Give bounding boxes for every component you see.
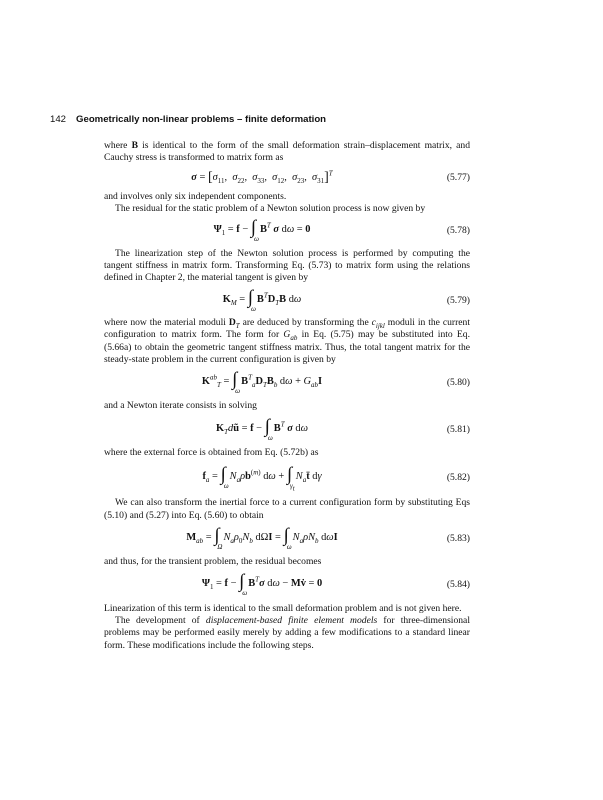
equation-number: (5.78) [446, 225, 470, 237]
paragraph-2: and involves only six independent components. [104, 190, 287, 202]
equation-body: $K^{ab}_T = \int_\omega B^T_aD_TB_b$ $d\omega + G_{ab}I$ [201, 369, 323, 396]
paragraph-8: We can also transform the inertial force to a current configuration form by substituting Eqs (5.10) and (5.27) into Eq. (5.60) to obtain [104, 497, 470, 521]
running-title: Geometrically non-linear problems – finite deformation [76, 114, 327, 125]
equation-body: $K_Tdũ = f - \int_\omega B^T$ σ dω [216, 415, 308, 442]
paragraph-5: where now the material moduli $D_T$ are deduced by transforming the $c_{ijkl}$ moduli in the current configuration to matrix form. The form for $G_{ab}$ in Eq. (5.75) may be substituted into Eq. (5.66a) to obtain the geometric tangent stiffness matrix. Thus, the total tangent matrix for the steady-state problem in the current configuration is given by [104, 316, 470, 366]
page-body [104, 140, 470, 652]
page-number: 142 [50, 114, 67, 125]
equation-body: $M_{ab} = \int_\Omega N_a\rho_0N_b$ $d\Omega I = \int_\omega N_a\rho N_b$ dωI [186, 524, 338, 551]
equation-number: (5.79) [446, 294, 470, 306]
equation-5-83 [104, 522, 470, 556]
equation-body: $\Psi_1 = f - \int_\omega B^T$ σ dω = 0 [213, 217, 311, 244]
equation-number: (5.77) [446, 171, 470, 183]
running-header [50, 114, 326, 125]
equation-5-81 [104, 413, 470, 447]
equation-number: (5.84) [446, 579, 470, 591]
equation-number: (5.82) [446, 472, 470, 484]
equation-body: $\sigma = [\sigma_{11}$, $\sigma_{22}$, $\sigma_{33}$, $\sigma_{12}$, $\sigma_{23}$, $\sigma_{31}]^T$ [191, 169, 333, 186]
equation-body: $\Psi_1 = f - \int_\omega B^T\sigma$ dω − Mv̇ = 0 [201, 571, 323, 598]
equation-5-77 [104, 165, 470, 191]
paragraph-6: and a Newton iterate consists in solving [104, 400, 257, 412]
equation-number: (5.83) [446, 532, 470, 544]
equation-body: $f_a = \int_\omega N_a\rho b^{(m)}$ $d\omega + \int_{\gamma_t}N_at̄$ dγ [202, 464, 322, 493]
paragraph-7: where the external force is obtained from Eq. (5.72b) as [104, 446, 319, 458]
paragraph-3: The residual for the static problem of a Newton solution process is now given by [115, 203, 426, 215]
paragraph-1: where B is identical to the form of the small deformation strain–displacement matrix, and Cauchy stress is transformed to matrix form as [104, 140, 470, 164]
equation-5-79 [104, 285, 470, 317]
equation-number: (5.80) [446, 377, 470, 389]
equation-5-78 [104, 216, 470, 248]
paragraph-10: Linearization of this term is identical to the small deformation problem and is not given here. [104, 602, 462, 614]
paragraph-4: The linearization step of the Newton solution process is performed by computing the tangent stiffness in matrix form. Transforming Eq. (5.73) to matrix form using the relations defined in Chapter 2, the material tangent is given by [104, 247, 470, 284]
equation-5-82 [104, 459, 470, 497]
paragraph-9: and thus, for the transient problem, the residual becomes [104, 556, 322, 568]
equation-body: $K_M = \int_\omega B^TD_TB$ dω [222, 286, 302, 313]
equation-number: (5.81) [446, 423, 470, 435]
paragraph-11: The development of displacement-based finite element models for three-dimensional problems may be performed easily merely by adding a few modifications to a standard linear form. These modifications include the following steps. [104, 614, 470, 651]
equation-5-80 [104, 366, 470, 400]
equation-5-84 [104, 569, 470, 603]
